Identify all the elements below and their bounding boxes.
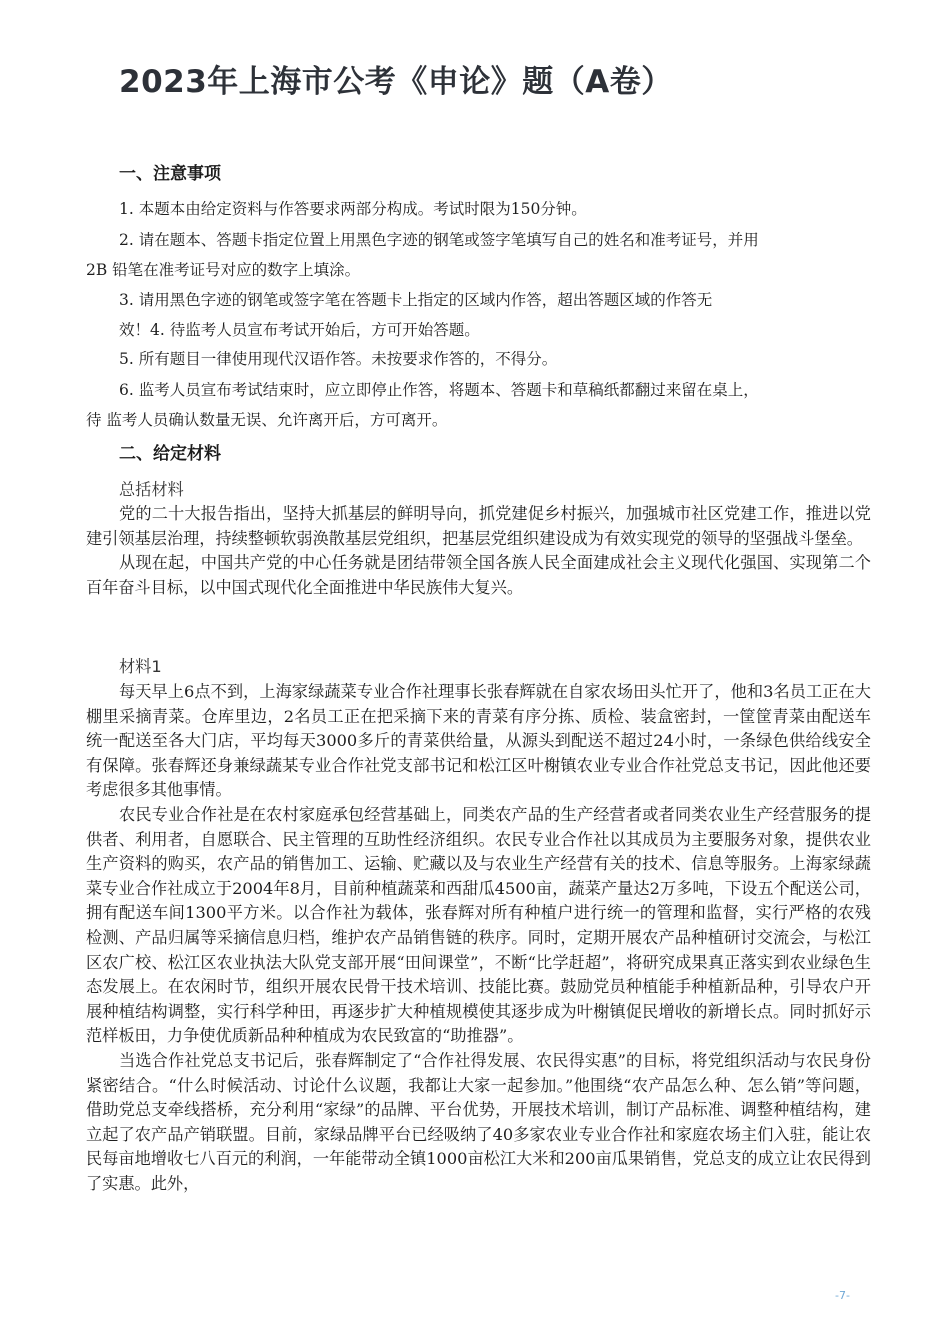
paragraph: 每天早上6点不到，上海家绿蔬菜专业合作社理事长张春辉就在自家农场田头忙开了，他和3名员工正在大棚里采摘青菜。仓库里边，2名员工正在把采摘下来的青菜有序分拣、质检、装盒密封，一筐筐青菜由配送车统一配送至各大门店，平均每天3000多斤的青菜供给量，从源头到配送不超过24小时，一条绿色供给线安全有保障。张春辉还身兼绿蔬某专业合作社党支部书记和松江区叶榭镇农业专业合作社党总支书记，因此他还要考虑很多其他事情。 xyxy=(86,682,871,800)
section-heading-materials: 二、给定材料 xyxy=(119,444,221,464)
page-number: -7- xyxy=(835,1289,850,1302)
notice-item xyxy=(86,375,876,435)
notice-item-continuation: 2B 铅笔在准考证号对应的数字上填涂。 xyxy=(86,261,361,279)
paragraph: 党的二十大报告指出，坚持大抓基层的鲜明导向，抓党建促乡村振兴，加强城市社区党建工作，推进以党建引领基层治理，持续整顿软弱涣散基层党组织，把基层党组织建设成为有效实现党的领导的坚强战斗堡垒。 xyxy=(86,504,871,548)
notice-item-continuation: 待 监考人员确认数量无误、允许离开后，方可离开。 xyxy=(86,411,448,429)
notice-item-continuation: 效！4. 待监考人员宣布考试开始后，方可开始答题。 xyxy=(119,321,480,339)
section-heading-notice: 一、注意事项 xyxy=(119,164,221,184)
paragraph: 当选合作社党总支书记后，张春辉制定了“合作社得发展、农民得实惠”的目标，将党组织活动与农民身份紧密结合。“什么时候活动、讨论什么议题，我都让大家一起参加。”他围绕“农产品怎么种、怎么销”等问题，借助党总支牵线搭桥，充分利用“家绿”的品牌、平台优势，开展技术培训，制订产品标准、调整种植结构，建立起了农产品产销联盟。目前，家绿品牌平台已经吸纳了40多家农业专业合作社和家庭农场主们入驻，能让农民每亩地增收七八百元的利润，一年能带动全镇1000亩松江大米和200亩瓜果销售，党总支的成立让农民得到了实惠。此外， xyxy=(86,1050,871,1193)
notice-item xyxy=(86,225,876,285)
notice-item xyxy=(86,285,876,345)
summary-text xyxy=(86,502,871,600)
notice-item-line: 6. 监考人员宣布考试结束时，应立即停止作答，将题本、答题卡和草稿纸都翻过来留在桌上， xyxy=(119,381,759,399)
material1-label: 材料1 xyxy=(119,657,162,676)
notice-item-line: 2. 请在题本、答题卡指定位置上用黑色字迹的钢笔或签字笔填写自己的姓名和准考证号，并用 xyxy=(119,231,759,249)
notice-item-line: 5. 所有题目一律使用现代汉语作答。未按要求作答的，不得分。 xyxy=(119,350,558,368)
summary-label: 总括材料 xyxy=(119,480,184,499)
notice-item xyxy=(86,194,876,224)
page-title: 2023年上海市公考《申论》题（A卷） xyxy=(119,64,673,100)
notice-item-line: 3. 请用黑色字迹的钢笔或签字笔在答题卡上指定的区域内作答，超出答题区域的作答无 xyxy=(119,291,713,309)
paragraph: 农民专业合作社是在农村家庭承包经营基础上，同类农产品的生产经营者或者同类农业生产经营服务的提供者、利用者，自愿联合、民主管理的互助性经济组织。农民专业合作社以其成员为主要服务对象，提供农业生产资料的购买，农产品的销售加工、运输、贮藏以及与农业生产经营有关的技术、信息等服务。上海家绿蔬菜专业合作社成立于2004年8月，目前种植蔬菜和西甜瓜4500亩，蔬菜产量达2万多吨，下设五个配送公司，拥有配送车间1300平方米。以合作社为载体，张春辉对所有种植户进行统一的管理和监督，实行严格的农残检测、产品归属等采摘信息归档，维护农产品销售链的秩序。同时，定期开展农产品种植研讨交流会，与松江区农广校、松江区农业执法大队党支部开展“田间课堂”，不断“比学赶超”，将研究成果真正落实到农业绿色生态发展上。在农闲时节，组织开展农民骨干技术培训、技能比赛。鼓励党员种植能手种植新品种，引导农户开展种植结构调整，实行科学种田，再逐步扩大种植规模使其逐步成为叶榭镇促民增收的新增长点。同时抓好示范样板田，力争使优质新品种种植成为农民致富的“助推器”。 xyxy=(86,804,871,1046)
notice-item-line: 1. 本题本由给定资料与作答要求两部分构成。考试时限为150分钟。 xyxy=(119,200,587,218)
material1-text xyxy=(86,680,871,1196)
notice-item xyxy=(86,344,876,374)
paragraph: 从现在起，中国共产党的中心任务就是团结带领全国各族人民全面建成社会主义现代化强国、实现第二个百年奋斗目标，以中国式现代化全面推进中华民族伟大复兴。 xyxy=(86,553,871,597)
